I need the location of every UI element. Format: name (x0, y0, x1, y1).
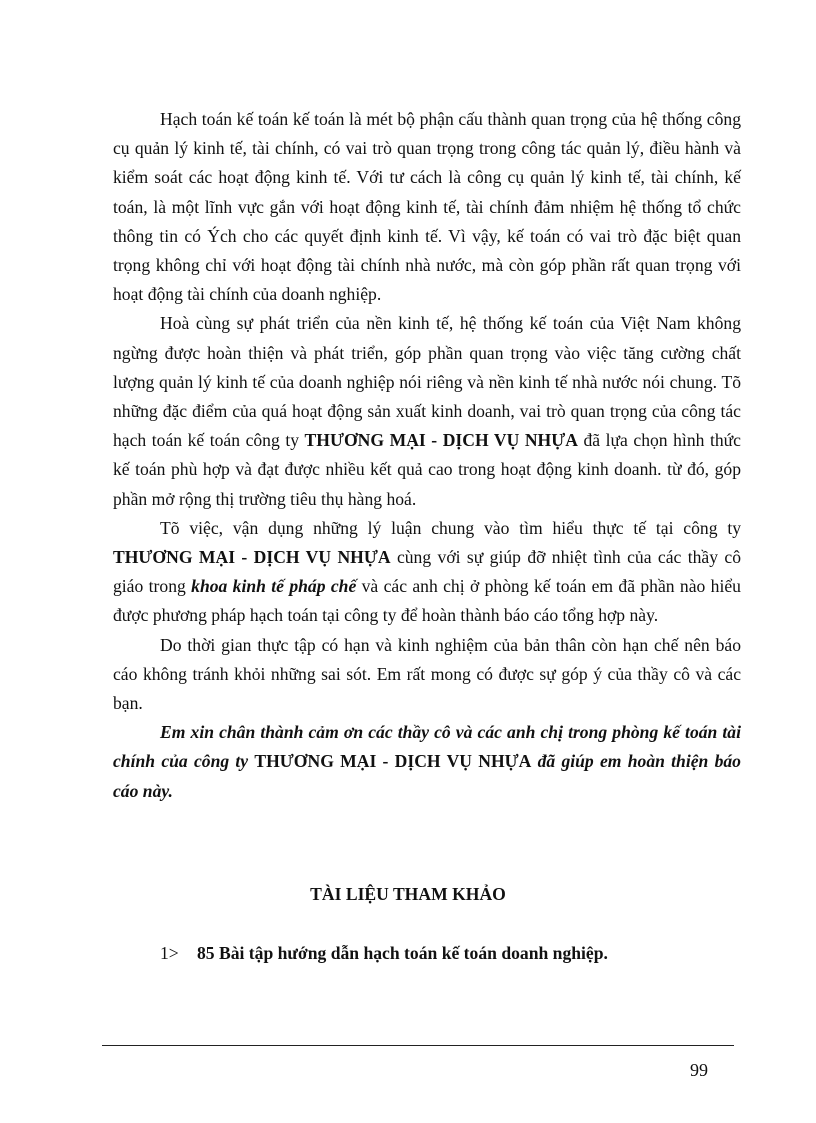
reference-title: 85 Bài tập hướng dẫn hạch toán kế toán doanh nghiệp. (197, 943, 608, 963)
reference-item (160, 940, 608, 966)
faculty-name: khoa kinh tế pháp chế (191, 576, 357, 597)
references-heading: TÀI LIỆU THAM KHẢO (310, 884, 506, 904)
page-number: 99 (690, 1060, 708, 1080)
paragraph-thanks (113, 718, 741, 806)
paragraph-internship-text-3: và các anh chị ở phòng kế toán em đã phần nào hiểu được phương pháp hạch toán tại công ty để hoàn thành báo cáo tổng hợp này. (113, 576, 741, 626)
company-name: THƯƠNG MẠI - DỊCH VỤ NHỰA (304, 430, 578, 451)
company-name: THƯƠNG MẠI - DỊCH VỤ NHỰA (254, 751, 532, 772)
footer-divider (102, 1045, 734, 1046)
company-name: THƯƠNG MẠI - DỊCH VỤ NHỰA (113, 547, 391, 568)
paragraph-thanks-text-1: Em xin chân thành cảm ơn các thầy cô và các anh chị trong phòng kế toán tài chính của công ty (113, 722, 741, 772)
paragraph-internship (113, 514, 741, 631)
body-text (113, 105, 741, 806)
paragraph-development (113, 309, 741, 513)
paragraph-development-text-1: Hoà cùng sự phát triển của nền kinh tế, hệ thống kế toán của Việt Nam không ngừng được hoàn thiện và phát triển, góp phần quan trọng vào việc tăng cường chất lượng quản lý kinh tế của doanh nghiệp nói riêng và nền kinh tế nhà nước nói chung. Tõ những đặc điểm của quá hoạt động sản xuất kinh doanh, vai trò quan trọng của công tác hạch toán kế toán công ty (113, 313, 741, 451)
paragraph-internship-text-1: Tõ việc, vận dụng những lý luận chung vào tìm hiểu thực tế tại công ty (160, 517, 741, 538)
paragraph-thanks-text-2: đã giúp em hoàn thiện báo cáo này. (113, 751, 741, 801)
paragraph-internship-text-2: cùng với sự giúp đỡ nhiệt tình của các thầy cô giáo trong (113, 547, 741, 597)
paragraph-development-text-2: đã lựa chọn hình thức kế toán phù hợp và đạt được nhiều kết quả cao trong hoạt động kinh doanh. từ đó, góp phần mở rộng thị trường tiêu thụ hàng hoá. (113, 430, 741, 509)
paragraph-intro: Hạch toán kế toán kế toán là mét bộ phận cấu thành quan trọng của hệ thống công cụ quản lý kinh tế, tài chính, có vai trò quan trọng trong công tác quản lý, điều hành và kiểm soát các hoạt động kinh tế. Với tư cách là công cụ quản lý kinh tế, tài chính, kế toán, là một lĩnh vực gắn với hoạt động kinh tế, tài chính đảm nhiệm hệ thống tổ chức thông tin có Ých cho các quyết định kinh tế. Vì vậy, kế toán có vai trò đặc biệt quan trọng không chỉ với hoạt động tài chính nhà nước, mà còn góp phần rất quan trọng với hoạt động tài chính của doanh nghiệp. (113, 109, 741, 305)
reference-number: 1> (160, 943, 179, 963)
paragraph-apology: Do thời gian thực tập có hạn và kinh nghiệm của bản thân còn hạn chế nên báo cáo không tránh khỏi những sai sót. Em rất mong có được sự góp ý của thầy cô và các bạn. (113, 634, 741, 714)
